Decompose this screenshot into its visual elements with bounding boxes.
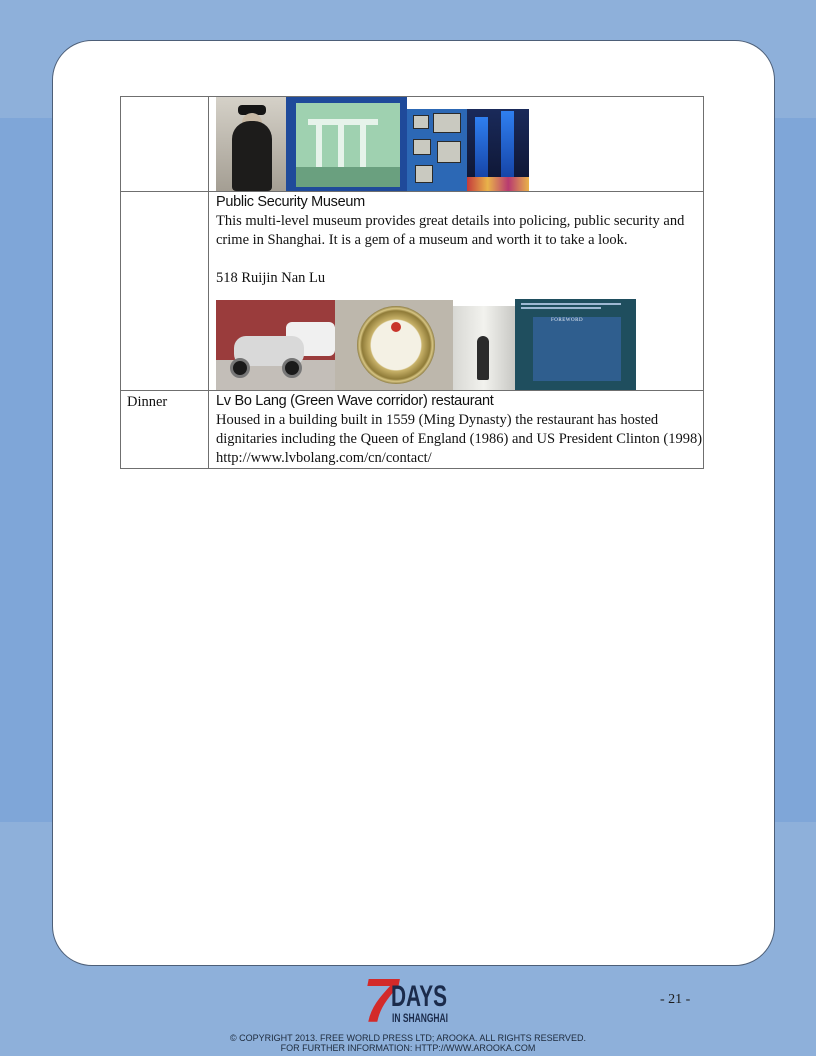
row-label: Dinner: [121, 391, 209, 469]
copyright-text: © COPYRIGHT 2013. FREE WORLD PRESS LTD; AROOKA. ALL RIGHTS RESERVED.: [230, 1033, 586, 1043]
logo-number: 7: [363, 967, 398, 1036]
copyright-footer: [0, 1033, 816, 1053]
attraction-description: This multi-level museum provides great details into policing, public security and crime in Shanghai. It is a gem of a museum and worth it to take a look.: [216, 213, 685, 248]
attraction-address: 518 Ruijin Nan Lu: [216, 270, 326, 286]
photo-strip-museum: [216, 299, 703, 390]
table-row: [121, 97, 704, 192]
more-info-text: FOR FURTHER INFORMATION: HTTP://WWW.AROOKA.COM: [280, 1043, 536, 1053]
page-number: - 21 -: [660, 992, 691, 1007]
restaurant-title: Lv Bo Lang (Green Wave corridor) restaurant: [216, 393, 494, 409]
row-content: [209, 97, 704, 192]
photo-police-motorcycle: [216, 300, 335, 390]
photo-historical-portrait: [216, 97, 286, 191]
photo-memorial-gate: [286, 97, 407, 191]
row-label: [121, 97, 209, 192]
photo-strip-history: [216, 97, 703, 191]
seven-days-logo: [361, 967, 451, 1036]
photo-commemorative-plaque: [335, 300, 453, 390]
row-content: [209, 192, 704, 391]
logo-word: DAYS: [391, 980, 447, 1013]
photo-foreword-panel: [515, 299, 636, 390]
attraction-title: Public Security Museum: [216, 194, 365, 210]
row-content: [209, 391, 704, 469]
logo-sub: IN SHANGHAI: [392, 1011, 448, 1025]
itinerary-table: [120, 96, 704, 469]
photo-exhibit-board: [407, 109, 467, 191]
foreword-text: FOREWORD: [551, 318, 584, 323]
table-row: [121, 192, 704, 391]
photo-city-towers: [467, 109, 529, 191]
table-row: [121, 391, 704, 469]
photo-museum-corridor: [453, 306, 515, 390]
restaurant-description: Housed in a building built in 1559 (Ming Dynasty) the restaurant has hosted dignitaries including the Queen of England (1986) and US President Clinton (1998): [216, 412, 703, 447]
restaurant-url[interactable]: http://www.lvbolang.com/cn/contact/: [216, 450, 432, 466]
row-label: [121, 192, 209, 391]
